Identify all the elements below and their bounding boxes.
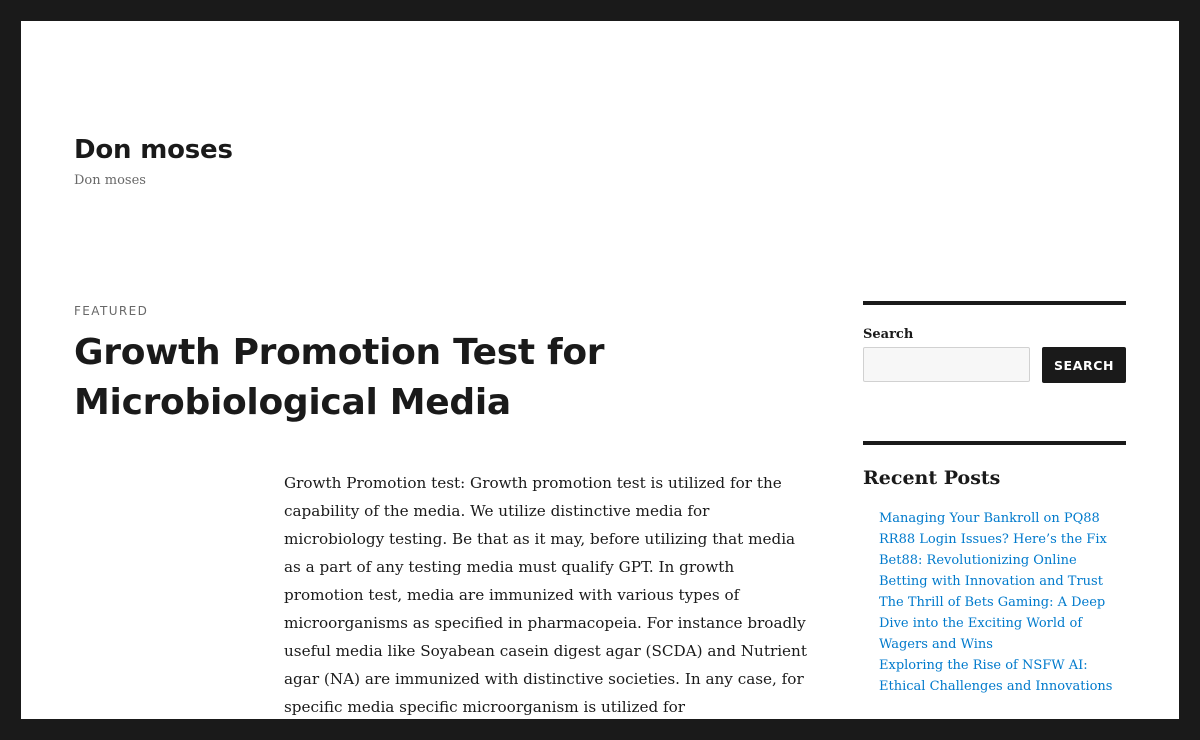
recent-posts-title: Recent Posts [863, 467, 1001, 489]
recent-post-link[interactable]: Exploring the Rise of NSFW AI: Ethical Challenges and Innovations [879, 658, 1113, 694]
recent-post-link[interactable]: RR88 Login Issues? Here’s the Fix [879, 532, 1107, 547]
recent-post-link[interactable]: Bet88: Revolutionizing Online Betting with Innovation and Trust [879, 553, 1103, 589]
site-title[interactable]: Don moses [74, 135, 233, 165]
list-item [879, 550, 1126, 592]
sidebar [863, 301, 1126, 697]
recent-posts-list [863, 508, 1126, 697]
list-item [879, 655, 1126, 697]
widget-divider [863, 301, 1126, 305]
list-item [879, 592, 1126, 655]
list-item [879, 508, 1126, 529]
featured-label: FEATURED [74, 304, 149, 318]
page [21, 21, 1179, 719]
search-button[interactable]: SEARCH [1042, 347, 1126, 383]
search-widget [863, 301, 1126, 441]
list-item [879, 529, 1126, 550]
post-title[interactable]: Growth Promotion Test for Microbiological Media [74, 332, 605, 423]
search-label: Search [863, 327, 914, 342]
post-content: Growth Promotion test: Growth promotion test is utilized for the capability of the media. We utilize distinctive media for microbiology testing. Be that as it may, before utilizing that media as a part of any testing media must qualify GPT. In growth promotion test, media are immunized with various types of microorganisms as specified in pharmacopeia. For instance broadly useful media like Soyabean casein digest agar (SCDA) and Nutrient agar (NA) are immunized with distinctive societies. In any case, for specific media specific microorganism is utilized for [284, 474, 807, 716]
recent-post-link[interactable]: Managing Your Bankroll on PQ88 [879, 511, 1100, 526]
search-input[interactable] [863, 347, 1030, 382]
recent-posts-widget [863, 441, 1126, 697]
recent-post-link[interactable]: The Thrill of Bets Gaming: A Deep Dive into the Exciting World of Wagers and Wins [879, 595, 1106, 652]
site-description: Don moses [74, 173, 146, 188]
